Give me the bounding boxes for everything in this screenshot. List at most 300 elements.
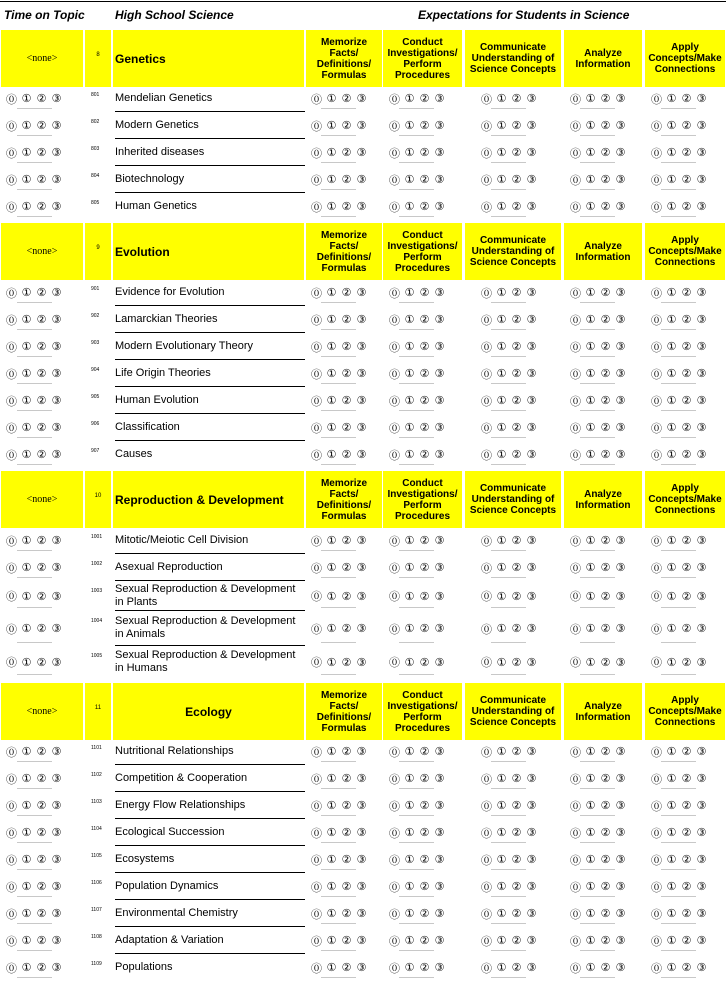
rating-bubble-icon[interactable]: ③: [51, 935, 62, 947]
rating-bubble-icon[interactable]: ②: [681, 746, 692, 758]
rating-bubble-icon[interactable]: ①: [404, 746, 415, 758]
rating-bubble-icon[interactable]: ①: [496, 827, 507, 839]
rating-bubble-icon[interactable]: ①: [21, 623, 32, 635]
rating-bubble-icon[interactable]: ⓪: [389, 147, 400, 160]
rating-bubble-icon[interactable]: ③: [696, 881, 707, 893]
rating-bubble-icon[interactable]: ①: [666, 201, 677, 213]
rating-bubble-icon[interactable]: ⓪: [481, 908, 492, 921]
rating-bubble-icon[interactable]: ⓪: [6, 449, 17, 462]
rating-bubble-icon[interactable]: ②: [419, 800, 430, 812]
rating-bubble-icon[interactable]: ⓪: [651, 881, 662, 894]
rating-bubble-icon[interactable]: ⓪: [481, 201, 492, 214]
rating-bubble-icon[interactable]: ②: [419, 746, 430, 758]
rating-bubble-icon[interactable]: ②: [36, 827, 47, 839]
rating-bubble-icon[interactable]: ②: [681, 314, 692, 326]
rating-bubble-icon[interactable]: ③: [615, 773, 626, 785]
rating-bubble-icon[interactable]: ③: [356, 287, 367, 299]
rating-bubble-icon[interactable]: ③: [526, 590, 537, 603]
rating-bubble-icon[interactable]: ①: [404, 174, 415, 186]
rating-bubble-icon[interactable]: ②: [600, 287, 611, 299]
rating-bubble-icon[interactable]: ①: [326, 422, 337, 434]
rating-bubble-icon[interactable]: ①: [585, 827, 596, 839]
rating-bubble-icon[interactable]: ③: [696, 368, 707, 380]
rating-bubble-icon[interactable]: ①: [404, 908, 415, 920]
rating-bubble-icon[interactable]: ①: [21, 422, 32, 434]
rating-bubble-icon[interactable]: ⓪: [481, 773, 492, 786]
rating-bubble-icon[interactable]: ①: [21, 93, 32, 105]
rating-bubble-icon[interactable]: ⓪: [570, 746, 581, 759]
rating-bubble-icon[interactable]: ⓪: [311, 449, 322, 462]
rating-bubble-icon[interactable]: ②: [341, 746, 352, 758]
rating-bubble-icon[interactable]: ⓪: [570, 201, 581, 214]
rating-bubble-icon[interactable]: ①: [585, 854, 596, 866]
rating-bubble-icon[interactable]: ⓪: [6, 120, 17, 133]
rating-bubble-icon[interactable]: ③: [526, 854, 537, 866]
rating-bubble-icon[interactable]: ③: [356, 854, 367, 866]
rating-bubble-icon[interactable]: ①: [326, 93, 337, 105]
rating-bubble-icon[interactable]: ②: [681, 590, 692, 603]
rating-bubble-icon[interactable]: ⓪: [651, 449, 662, 462]
rating-bubble-icon[interactable]: ②: [419, 908, 430, 920]
rating-bubble-icon[interactable]: ②: [341, 908, 352, 920]
rating-bubble-icon[interactable]: ①: [585, 773, 596, 785]
rating-bubble-icon[interactable]: ②: [600, 590, 611, 603]
rating-bubble-icon[interactable]: ①: [666, 590, 677, 603]
rating-bubble-icon[interactable]: ②: [419, 656, 430, 669]
rating-bubble-icon[interactable]: ①: [585, 93, 596, 105]
rating-bubble-icon[interactable]: ⓪: [570, 908, 581, 921]
rating-bubble-icon[interactable]: ⓪: [389, 854, 400, 867]
rating-bubble-icon[interactable]: ⓪: [311, 800, 322, 813]
rating-bubble-icon[interactable]: ②: [341, 881, 352, 893]
rating-bubble-icon[interactable]: ⓪: [651, 746, 662, 759]
rating-bubble-icon[interactable]: ③: [696, 562, 707, 574]
rating-bubble-icon[interactable]: ⓪: [311, 147, 322, 160]
rating-bubble-icon[interactable]: ①: [585, 287, 596, 299]
rating-bubble-icon[interactable]: ③: [696, 535, 707, 547]
rating-bubble-icon[interactable]: ③: [615, 174, 626, 186]
rating-bubble-icon[interactable]: ②: [511, 746, 522, 758]
rating-bubble-icon[interactable]: ①: [585, 746, 596, 758]
rating-bubble-icon[interactable]: ②: [600, 341, 611, 353]
rating-bubble-icon[interactable]: ⓪: [481, 395, 492, 408]
rating-bubble-icon[interactable]: ②: [600, 147, 611, 159]
rating-bubble-icon[interactable]: ⓪: [570, 562, 581, 575]
rating-bubble-icon[interactable]: ③: [526, 93, 537, 105]
rating-bubble-icon[interactable]: ⓪: [311, 93, 322, 106]
rating-bubble-icon[interactable]: ②: [36, 623, 47, 635]
rating-bubble-icon[interactable]: ⓪: [570, 120, 581, 133]
rating-bubble-icon[interactable]: ①: [585, 422, 596, 434]
rating-bubble-icon[interactable]: ①: [585, 881, 596, 893]
rating-bubble-icon[interactable]: ③: [696, 854, 707, 866]
rating-bubble-icon[interactable]: ①: [666, 368, 677, 380]
rating-bubble-icon[interactable]: ①: [326, 368, 337, 380]
rating-bubble-icon[interactable]: ⓪: [651, 341, 662, 354]
rating-bubble-icon[interactable]: ①: [666, 422, 677, 434]
rating-bubble-icon[interactable]: ③: [434, 287, 445, 299]
rating-bubble-icon[interactable]: ①: [404, 854, 415, 866]
rating-bubble-icon[interactable]: ②: [36, 908, 47, 920]
rating-bubble-icon[interactable]: ②: [600, 656, 611, 669]
rating-bubble-icon[interactable]: ③: [51, 623, 62, 635]
rating-bubble-icon[interactable]: ⓪: [481, 962, 492, 975]
rating-bubble-icon[interactable]: ⓪: [570, 827, 581, 840]
rating-bubble-icon[interactable]: ⓪: [6, 147, 17, 160]
rating-bubble-icon[interactable]: ①: [404, 201, 415, 213]
rating-bubble-icon[interactable]: ①: [496, 746, 507, 758]
rating-bubble-icon[interactable]: ②: [681, 800, 692, 812]
rating-bubble-icon[interactable]: ②: [681, 535, 692, 547]
rating-bubble-icon[interactable]: ②: [600, 746, 611, 758]
rating-bubble-icon[interactable]: ⓪: [481, 800, 492, 813]
rating-bubble-icon[interactable]: ⓪: [389, 535, 400, 548]
rating-bubble-icon[interactable]: ⓪: [389, 449, 400, 462]
rating-bubble-icon[interactable]: ③: [615, 120, 626, 132]
rating-bubble-icon[interactable]: ②: [600, 449, 611, 461]
rating-bubble-icon[interactable]: ②: [341, 368, 352, 380]
rating-bubble-icon[interactable]: ①: [585, 449, 596, 461]
rating-bubble-icon[interactable]: ②: [341, 854, 352, 866]
rating-bubble-icon[interactable]: ②: [341, 201, 352, 213]
rating-bubble-icon[interactable]: ③: [356, 174, 367, 186]
rating-bubble-icon[interactable]: ③: [434, 935, 445, 947]
rating-bubble-icon[interactable]: ①: [404, 368, 415, 380]
rating-bubble-icon[interactable]: ③: [51, 341, 62, 353]
rating-bubble-icon[interactable]: ②: [36, 590, 47, 603]
rating-bubble-icon[interactable]: ⓪: [651, 657, 662, 669]
rating-bubble-icon[interactable]: ②: [600, 962, 611, 974]
rating-bubble-icon[interactable]: ②: [36, 201, 47, 213]
rating-bubble-icon[interactable]: ①: [496, 395, 507, 407]
rating-bubble-icon[interactable]: ⓪: [651, 827, 662, 840]
rating-bubble-icon[interactable]: ⓪: [311, 535, 322, 548]
rating-bubble-icon[interactable]: ⓪: [570, 422, 581, 435]
rating-bubble-icon[interactable]: ①: [496, 368, 507, 380]
rating-bubble-icon[interactable]: ①: [326, 623, 337, 635]
rating-bubble-icon[interactable]: ③: [615, 590, 626, 603]
rating-bubble-icon[interactable]: ⓪: [570, 395, 581, 408]
rating-bubble-icon[interactable]: ②: [681, 881, 692, 893]
rating-bubble-icon[interactable]: ①: [404, 120, 415, 132]
rating-bubble-icon[interactable]: ⓪: [311, 314, 322, 327]
rating-bubble-icon[interactable]: ①: [21, 287, 32, 299]
rating-bubble-icon[interactable]: ②: [511, 590, 522, 603]
rating-bubble-icon[interactable]: ⓪: [481, 854, 492, 867]
rating-bubble-icon[interactable]: ③: [434, 147, 445, 159]
rating-bubble-icon[interactable]: ①: [666, 93, 677, 105]
rating-bubble-icon[interactable]: ②: [36, 854, 47, 866]
rating-bubble-icon[interactable]: ②: [600, 827, 611, 839]
rating-bubble-icon[interactable]: ⓪: [651, 174, 662, 187]
rating-bubble-icon[interactable]: ①: [326, 590, 337, 603]
rating-bubble-icon[interactable]: ③: [526, 935, 537, 947]
rating-bubble-icon[interactable]: ③: [434, 422, 445, 434]
rating-bubble-icon[interactable]: ①: [666, 962, 677, 974]
rating-bubble-icon[interactable]: ②: [681, 174, 692, 186]
rating-bubble-icon[interactable]: ①: [21, 368, 32, 380]
rating-bubble-icon[interactable]: ⓪: [311, 368, 322, 381]
rating-bubble-icon[interactable]: ⓪: [389, 174, 400, 187]
rating-bubble-icon[interactable]: ①: [404, 449, 415, 461]
rating-bubble-icon[interactable]: ②: [511, 147, 522, 159]
rating-bubble-icon[interactable]: ⓪: [6, 93, 17, 106]
rating-bubble-icon[interactable]: ③: [615, 800, 626, 812]
rating-bubble-icon[interactable]: ⓪: [651, 422, 662, 435]
rating-bubble-icon[interactable]: ③: [434, 395, 445, 407]
rating-bubble-icon[interactable]: ①: [496, 935, 507, 947]
rating-bubble-icon[interactable]: ⓪: [6, 881, 17, 894]
rating-bubble-icon[interactable]: ⓪: [481, 422, 492, 435]
rating-bubble-icon[interactable]: ③: [356, 908, 367, 920]
rating-bubble-icon[interactable]: ③: [615, 147, 626, 159]
rating-bubble-icon[interactable]: ⓪: [6, 657, 17, 669]
rating-bubble-icon[interactable]: ②: [36, 562, 47, 574]
rating-bubble-icon[interactable]: ②: [600, 368, 611, 380]
rating-bubble-icon[interactable]: ①: [666, 623, 677, 635]
rating-bubble-icon[interactable]: ③: [526, 395, 537, 407]
rating-bubble-icon[interactable]: ⓪: [6, 422, 17, 435]
rating-bubble-icon[interactable]: ⓪: [6, 854, 17, 867]
rating-bubble-icon[interactable]: ⓪: [389, 591, 400, 603]
rating-bubble-icon[interactable]: ①: [496, 120, 507, 132]
rating-bubble-icon[interactable]: ③: [696, 962, 707, 974]
rating-bubble-icon[interactable]: ②: [341, 535, 352, 547]
rating-bubble-icon[interactable]: ③: [51, 368, 62, 380]
rating-bubble-icon[interactable]: ②: [600, 314, 611, 326]
rating-bubble-icon[interactable]: ①: [326, 881, 337, 893]
rating-bubble-icon[interactable]: ①: [326, 656, 337, 669]
rating-bubble-icon[interactable]: ②: [511, 656, 522, 669]
rating-bubble-icon[interactable]: ③: [615, 201, 626, 213]
rating-bubble-icon[interactable]: ①: [404, 800, 415, 812]
rating-bubble-icon[interactable]: ②: [681, 827, 692, 839]
rating-bubble-icon[interactable]: ②: [419, 562, 430, 574]
rating-bubble-icon[interactable]: ①: [326, 395, 337, 407]
rating-bubble-icon[interactable]: ⓪: [6, 314, 17, 327]
rating-bubble-icon[interactable]: ①: [326, 341, 337, 353]
rating-bubble-icon[interactable]: ③: [526, 449, 537, 461]
rating-bubble-icon[interactable]: ③: [696, 314, 707, 326]
rating-bubble-icon[interactable]: ⓪: [389, 800, 400, 813]
rating-bubble-icon[interactable]: ⓪: [311, 935, 322, 948]
rating-bubble-icon[interactable]: ①: [666, 881, 677, 893]
rating-bubble-icon[interactable]: ②: [36, 773, 47, 785]
rating-bubble-icon[interactable]: ①: [496, 93, 507, 105]
rating-bubble-icon[interactable]: ①: [404, 827, 415, 839]
rating-bubble-icon[interactable]: ①: [21, 881, 32, 893]
rating-bubble-icon[interactable]: ②: [600, 881, 611, 893]
rating-bubble-icon[interactable]: ⓪: [311, 562, 322, 575]
rating-bubble-icon[interactable]: ③: [615, 623, 626, 635]
rating-bubble-icon[interactable]: ⓪: [651, 147, 662, 160]
rating-bubble-icon[interactable]: ⓪: [389, 935, 400, 948]
rating-bubble-icon[interactable]: ②: [600, 535, 611, 547]
rating-bubble-icon[interactable]: ②: [341, 623, 352, 635]
rating-bubble-icon[interactable]: ⓪: [6, 591, 17, 603]
rating-bubble-icon[interactable]: ③: [526, 201, 537, 213]
rating-bubble-icon[interactable]: ⓪: [570, 287, 581, 300]
rating-bubble-icon[interactable]: ⓪: [389, 395, 400, 408]
rating-bubble-icon[interactable]: ⓪: [6, 827, 17, 840]
rating-bubble-icon[interactable]: ②: [36, 422, 47, 434]
rating-bubble-icon[interactable]: ①: [496, 962, 507, 974]
rating-bubble-icon[interactable]: ①: [496, 422, 507, 434]
rating-bubble-icon[interactable]: ⓪: [311, 201, 322, 214]
rating-bubble-icon[interactable]: ②: [681, 562, 692, 574]
rating-bubble-icon[interactable]: ①: [666, 147, 677, 159]
rating-bubble-icon[interactable]: ③: [434, 93, 445, 105]
rating-bubble-icon[interactable]: ⓪: [6, 773, 17, 786]
rating-bubble-icon[interactable]: ②: [341, 562, 352, 574]
rating-bubble-icon[interactable]: ②: [511, 854, 522, 866]
rating-bubble-icon[interactable]: ①: [21, 935, 32, 947]
rating-bubble-icon[interactable]: ①: [21, 854, 32, 866]
rating-bubble-icon[interactable]: ⓪: [651, 935, 662, 948]
rating-bubble-icon[interactable]: ②: [681, 854, 692, 866]
rating-bubble-icon[interactable]: ①: [404, 422, 415, 434]
rating-bubble-icon[interactable]: ①: [585, 535, 596, 547]
rating-bubble-icon[interactable]: ①: [404, 395, 415, 407]
rating-bubble-icon[interactable]: ③: [615, 368, 626, 380]
rating-bubble-icon[interactable]: ③: [615, 314, 626, 326]
rating-bubble-icon[interactable]: ②: [341, 147, 352, 159]
rating-bubble-icon[interactable]: ⓪: [651, 287, 662, 300]
rating-bubble-icon[interactable]: ⓪: [570, 368, 581, 381]
rating-bubble-icon[interactable]: ③: [615, 746, 626, 758]
rating-bubble-icon[interactable]: ⓪: [651, 962, 662, 975]
rating-bubble-icon[interactable]: ②: [511, 623, 522, 635]
rating-bubble-icon[interactable]: ②: [511, 449, 522, 461]
rating-bubble-icon[interactable]: ①: [21, 395, 32, 407]
rating-bubble-icon[interactable]: ①: [496, 656, 507, 669]
rating-bubble-icon[interactable]: ①: [585, 120, 596, 132]
rating-bubble-icon[interactable]: ①: [404, 287, 415, 299]
rating-bubble-icon[interactable]: ②: [681, 120, 692, 132]
rating-bubble-icon[interactable]: ①: [666, 827, 677, 839]
rating-bubble-icon[interactable]: ③: [434, 881, 445, 893]
rating-bubble-icon[interactable]: ⓪: [481, 591, 492, 603]
rating-bubble-icon[interactable]: ①: [404, 341, 415, 353]
rating-bubble-icon[interactable]: ③: [615, 287, 626, 299]
rating-bubble-icon[interactable]: ①: [666, 120, 677, 132]
rating-bubble-icon[interactable]: ⓪: [389, 201, 400, 214]
rating-bubble-icon[interactable]: ⓪: [389, 827, 400, 840]
rating-bubble-icon[interactable]: ③: [356, 395, 367, 407]
rating-bubble-icon[interactable]: ⓪: [651, 773, 662, 786]
none-option[interactable]: <none>: [1, 30, 83, 87]
rating-bubble-icon[interactable]: ②: [600, 201, 611, 213]
rating-bubble-icon[interactable]: ⓪: [481, 368, 492, 381]
rating-bubble-icon[interactable]: ②: [511, 174, 522, 186]
rating-bubble-icon[interactable]: ①: [404, 881, 415, 893]
rating-bubble-icon[interactable]: ⓪: [481, 341, 492, 354]
rating-bubble-icon[interactable]: ⓪: [389, 746, 400, 759]
rating-bubble-icon[interactable]: ②: [419, 854, 430, 866]
rating-bubble-icon[interactable]: ⓪: [311, 827, 322, 840]
rating-bubble-icon[interactable]: ①: [496, 449, 507, 461]
rating-bubble-icon[interactable]: ③: [615, 935, 626, 947]
rating-bubble-icon[interactable]: ①: [21, 449, 32, 461]
rating-bubble-icon[interactable]: ⓪: [389, 962, 400, 975]
rating-bubble-icon[interactable]: ⓪: [6, 962, 17, 975]
rating-bubble-icon[interactable]: ③: [356, 201, 367, 213]
rating-bubble-icon[interactable]: ①: [496, 287, 507, 299]
rating-bubble-icon[interactable]: ③: [696, 201, 707, 213]
rating-bubble-icon[interactable]: ⓪: [389, 773, 400, 786]
rating-bubble-icon[interactable]: ①: [326, 147, 337, 159]
rating-bubble-icon[interactable]: ①: [21, 800, 32, 812]
rating-bubble-icon[interactable]: ③: [696, 341, 707, 353]
rating-bubble-icon[interactable]: ⓪: [6, 908, 17, 921]
rating-bubble-icon[interactable]: ③: [526, 800, 537, 812]
rating-bubble-icon[interactable]: ③: [696, 908, 707, 920]
rating-bubble-icon[interactable]: ①: [326, 562, 337, 574]
time-rating-bubbles[interactable]: [4, 611, 64, 646]
rating-bubble-icon[interactable]: ⓪: [6, 935, 17, 948]
rating-bubble-icon[interactable]: ②: [36, 935, 47, 947]
rating-bubble-icon[interactable]: ③: [356, 562, 367, 574]
rating-bubble-icon[interactable]: ②: [511, 881, 522, 893]
rating-bubble-icon[interactable]: ①: [326, 120, 337, 132]
rating-bubble-icon[interactable]: ①: [496, 854, 507, 866]
rating-bubble-icon[interactable]: ②: [341, 773, 352, 785]
expectation-rating-bubbles[interactable]: [479, 611, 539, 646]
rating-bubble-icon[interactable]: ②: [511, 314, 522, 326]
rating-bubble-icon[interactable]: ①: [404, 590, 415, 603]
none-option[interactable]: <none>: [1, 471, 83, 528]
rating-bubble-icon[interactable]: ⓪: [311, 174, 322, 187]
rating-bubble-icon[interactable]: ⓪: [6, 535, 17, 548]
rating-bubble-icon[interactable]: ①: [404, 962, 415, 974]
expectation-rating-bubbles[interactable]: [309, 611, 369, 646]
rating-bubble-icon[interactable]: ②: [341, 174, 352, 186]
rating-bubble-icon[interactable]: ⓪: [389, 422, 400, 435]
rating-bubble-icon[interactable]: ③: [356, 623, 367, 635]
rating-bubble-icon[interactable]: ⓪: [651, 368, 662, 381]
rating-bubble-icon[interactable]: ①: [585, 908, 596, 920]
rating-bubble-icon[interactable]: ②: [511, 962, 522, 974]
rating-bubble-icon[interactable]: ②: [419, 422, 430, 434]
rating-bubble-icon[interactable]: ③: [526, 147, 537, 159]
rating-bubble-icon[interactable]: ①: [326, 935, 337, 947]
rating-bubble-icon[interactable]: ①: [326, 201, 337, 213]
rating-bubble-icon[interactable]: ⓪: [6, 395, 17, 408]
rating-bubble-icon[interactable]: ②: [341, 314, 352, 326]
rating-bubble-icon[interactable]: ⓪: [311, 591, 322, 603]
rating-bubble-icon[interactable]: ③: [434, 341, 445, 353]
rating-bubble-icon[interactable]: ⓪: [481, 623, 492, 636]
rating-bubble-icon[interactable]: ⓪: [389, 657, 400, 669]
rating-bubble-icon[interactable]: ③: [356, 935, 367, 947]
rating-bubble-icon[interactable]: ③: [356, 962, 367, 974]
rating-bubble-icon[interactable]: ⓪: [570, 174, 581, 187]
rating-bubble-icon[interactable]: ③: [434, 854, 445, 866]
rating-bubble-icon[interactable]: ①: [326, 174, 337, 186]
rating-bubble-icon[interactable]: ③: [356, 800, 367, 812]
rating-bubble-icon[interactable]: ⓪: [651, 120, 662, 133]
rating-bubble-icon[interactable]: ③: [526, 623, 537, 635]
rating-bubble-icon[interactable]: ③: [696, 120, 707, 132]
rating-bubble-icon[interactable]: ③: [526, 962, 537, 974]
rating-bubble-icon[interactable]: ①: [21, 827, 32, 839]
rating-bubble-icon[interactable]: ②: [419, 147, 430, 159]
rating-bubble-icon[interactable]: ②: [600, 120, 611, 132]
rating-bubble-icon[interactable]: ①: [585, 341, 596, 353]
rating-bubble-icon[interactable]: ⓪: [651, 800, 662, 813]
rating-bubble-icon[interactable]: ⓪: [311, 341, 322, 354]
rating-bubble-icon[interactable]: ②: [681, 93, 692, 105]
